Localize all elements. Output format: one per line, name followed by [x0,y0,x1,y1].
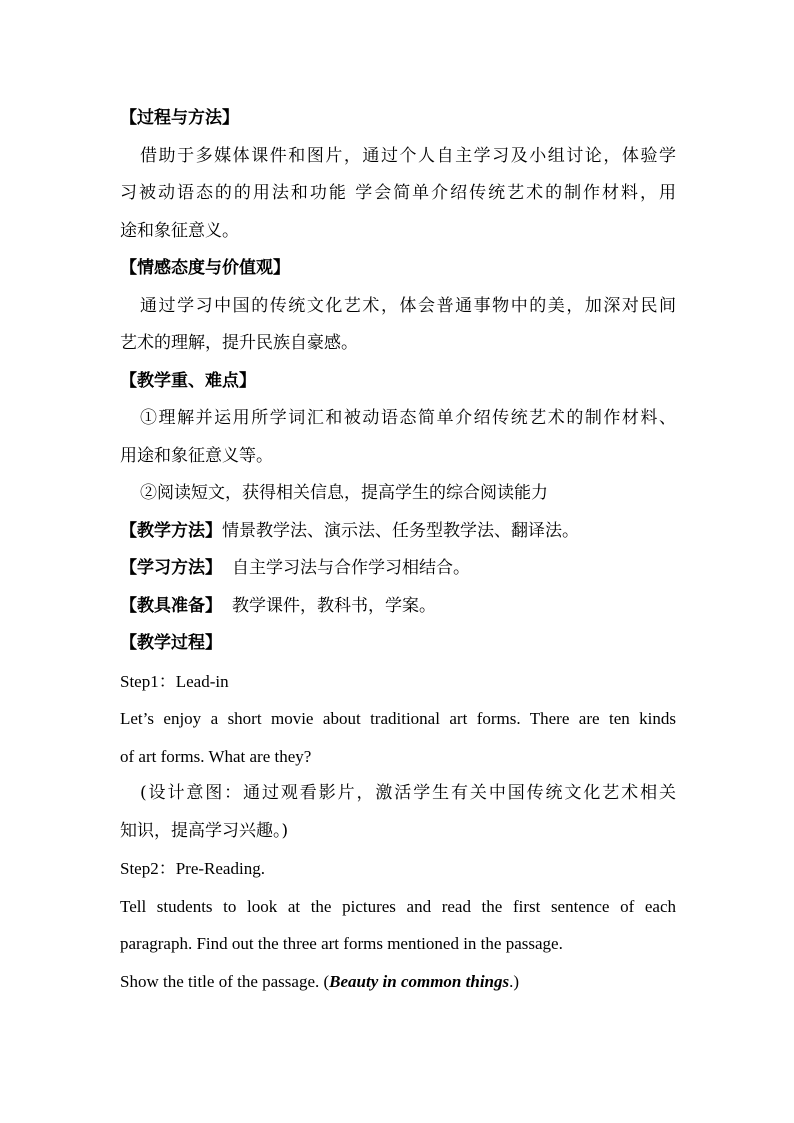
step2-line-1: Tell students to look at the pictures and read the first sentence of each [120,896,676,916]
emotion-values-line-2: 艺术的理解，提升民族自豪感。 [120,333,358,353]
step2-title-prefix: Show the title of the passage. ( [120,971,330,991]
heading-process: 【教学过程】 [120,633,222,653]
heading-key-points: 【教学重、难点】 [120,370,256,391]
step2-line-2: paragraph. Find out the three art forms mentioned in the passage. [120,934,563,953]
heading-materials: 【教具准备】 [120,595,222,616]
process-method-line-2: 习被动语态的的用法和功能 学会简单介绍传统艺术的制作材料，用 [120,183,676,203]
step1-design-line-1: (设计意图：通过观看影片，激活学生有关中国传统文化艺术相关 [140,783,676,803]
materials-text: 教学课件，教科书，学案。 [232,595,436,616]
materials-row [120,588,676,626]
process-method-line-3: 途和象征意义。 [120,220,239,241]
step2-title-line [120,963,676,1001]
passage-title: Beauty in common things [329,971,510,991]
step1-line-2: of art forms. What are they? [120,746,312,766]
heading-process-method: 【过程与方法】 [120,108,239,128]
heading-emotion-values: 【情感态度与价值观】 [120,258,290,278]
heading-learning-method: 【学习方法】 [120,558,222,578]
step1-line-1: Let’s enjoy a short movie about traditional art forms. There are ten kinds [120,709,676,728]
step2-title: Step2：Pre-Reading. [120,859,265,878]
process-method-line-1: 借助于多媒体课件和图片，通过个人自主学习及小组讨论，体验学 [140,145,676,166]
step2-title-suffix: .) [509,971,520,991]
heading-teaching-method: 【教学方法】 [120,520,222,541]
key-points-line-3: ②阅读短文，获得相关信息，提高学生的综合阅读能力 [140,483,548,503]
teaching-method-row [120,513,676,551]
step1-design-line-2: 知识，提高学习兴趣。) [120,820,289,841]
step1-title: Step1：Lead-in [120,671,229,691]
document-body [120,100,676,1000]
key-points-line-1: ①理解并运用所学词汇和被动语态简单介绍传统艺术的制作材料、 [140,408,676,428]
key-points-line-2: 用途和象征意义等。 [120,445,273,466]
learning-method-text: 自主学习法与合作学习相结合。 [232,558,470,578]
teaching-method-text: 情景教学法、演示法、任务型教学法、翻译法。 [222,520,579,541]
emotion-values-line-1: 通过学习中国的传统文化艺术，体会普通事物中的美，加深对民间 [140,295,676,316]
learning-method-row [120,550,676,588]
